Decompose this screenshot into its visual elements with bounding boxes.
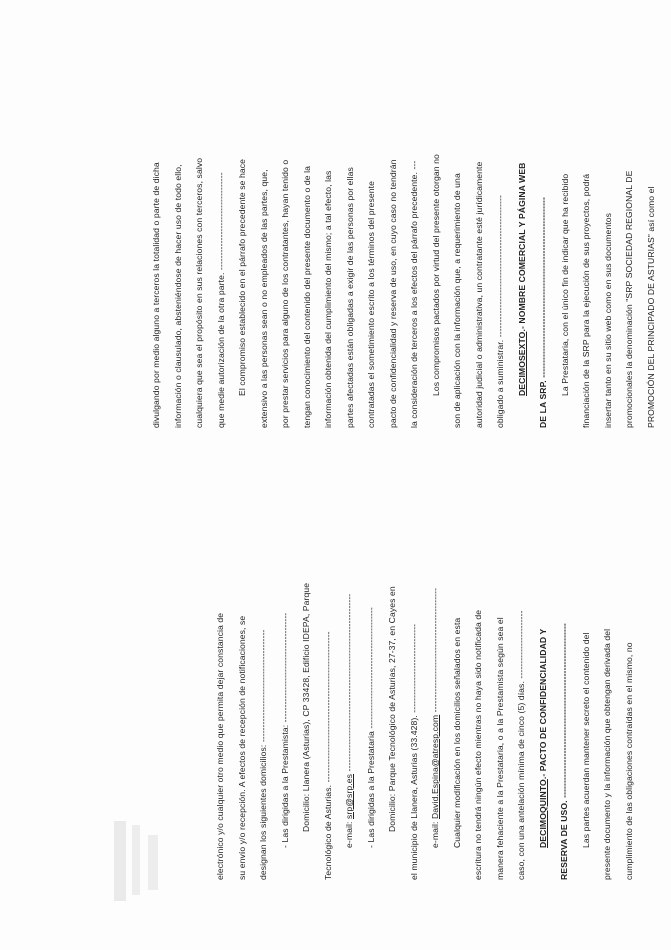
right-column-rotated xyxy=(146,18,662,428)
prestamista-email-link[interactable]: srp@srp.es xyxy=(344,773,354,820)
text-line: extensivo a las personas sean o no empleados de las partes, que, xyxy=(258,169,269,428)
text-line: PROMOCIÓN DEL PRINCIPADO DE ASTURIAS" así como el xyxy=(645,186,656,428)
text-line: - Las dirigidas a la Prestamista: ------------------------------------- xyxy=(279,612,290,848)
heading-title: .- PACTO DE CONFIDENCIALIDAD Y xyxy=(537,628,548,780)
text-line: información o clausulado, absteniéndose de hacer uso de todo ello, xyxy=(172,164,183,428)
heading-title: .- NOMBRE COMERCIAL Y PÁGINA WEB xyxy=(516,162,527,332)
heading-number: DECIMOSEXTO xyxy=(516,331,527,396)
text-line: cualquiera que sea el propósito en sus relaciones con terceros, salvo xyxy=(194,157,204,428)
heading-number: DECIMOQUINTO xyxy=(537,779,548,848)
text-line: por prestar servicios para alguno de los contratantes, hayan tenido o xyxy=(280,159,290,428)
dash-filler: ------------------------------------------ xyxy=(430,587,440,715)
text-line: cumplimiento de las obligaciones contraídas en el mismo, no xyxy=(623,642,634,880)
text-line: financiación de la SRP para la ejecución de sus proyectos, podrá xyxy=(581,173,591,428)
text-line: son de aplicación con la información que, a requerimiento de una xyxy=(452,173,462,428)
text-line: información obtenida del cumplimiento del mismo; a tal efecto, las xyxy=(323,170,333,428)
section-heading-decimosexto xyxy=(512,18,534,428)
text-line: - Las dirigidas a la Prestataria ----------------------------------------- xyxy=(365,607,376,848)
text-line: electrónico y/o cualquier otro medio que permita dejar constancia de xyxy=(215,612,225,880)
text-line: tengan conocimiento del contenido del presente documento o de la xyxy=(301,165,312,428)
email-prefix: e-mail: xyxy=(344,819,354,848)
text-line: la consideración de terceros a los efectos del párrafo precedente. --- xyxy=(409,160,419,428)
text-line: que medie autorización de la otra parte. --------------------------------- xyxy=(215,172,226,428)
text-line: La Prestataria, con el único fin de indicar que ha recibido xyxy=(559,173,570,396)
text-line: presente documento y la información que obtengan derivada del xyxy=(602,628,612,880)
text-line: escritura no tendrá ningún efecto mientras no haya sido notificada de xyxy=(473,609,483,880)
text-line: divulgando por medio alguno a terceros la totalidad o parte de dicha xyxy=(151,162,161,428)
faded-seal-stamp xyxy=(108,815,178,910)
text-line: promocionales la denominación "SRP SOCIEDAD REGIONAL DE xyxy=(624,170,634,428)
text-line: autoridad judicial o administrativa, un contratante esté jurídicamente xyxy=(473,161,484,428)
dash-filler: ------------------------------------------------------------ xyxy=(344,593,354,774)
text-line: insertar tanto en su sitio web como en sus documentos xyxy=(602,212,613,428)
text-line: Tecnológico de Asturias. --------------------------------------------------- xyxy=(322,631,333,880)
text-line: Los compromisos pactados por virtud del presente otorgan no xyxy=(430,154,441,396)
text-line: Domicilio: Parque Tecnológico de Asturias, 27-37, en Cayes en xyxy=(387,586,397,832)
text-line: El compromiso establecido en el párrafo precedente se hace xyxy=(237,158,247,396)
text-line: Las partes acuerdan mantener secreto el contenido del xyxy=(580,632,591,848)
text-line: partes afectadas están obligadas a exigir de las personas por ellas xyxy=(344,167,355,428)
email-prefix: e-mail: xyxy=(430,819,440,848)
text-line: su envío y/o recepción. A efectos de recepción de notificaciones, se xyxy=(236,615,247,880)
text-line: designan los siguientes domicilios: -------------------------------------- xyxy=(258,629,268,880)
prestataria-email-link[interactable]: David.Espina@atresp.com xyxy=(430,714,440,820)
text-line: DE LA SRP. ------------------------------------------------------------- xyxy=(538,197,548,428)
text-line: caso, con una antelación mínima de cinco (5) días. ----------------------- xyxy=(516,610,526,880)
text-line: RESERVA DE USO. ----------------------------------------------------------- xyxy=(559,623,569,880)
text-line: Domicilio: Llanera (Asturias), CP 33428, Edificio IDEPA, Parque xyxy=(301,582,311,832)
text-line: contratadas el sometimiento escrito a los términos del presente xyxy=(366,180,376,428)
text-line: obligado a suministrar. ------------------------------------------------ xyxy=(495,195,505,428)
text-line: pacto de confidencialidad y reserva de uso, en cuyo caso no tendrán xyxy=(387,159,398,428)
text-line: el municipio de Llanera, Asturias (33.428). ------------------------------ xyxy=(408,623,419,880)
text-line: Cualquier modificación en los domicilios señalados en esta xyxy=(451,617,462,848)
text-line: manera fehaciente a la Prestataria, o a la Prestamista según sea el xyxy=(494,617,505,880)
